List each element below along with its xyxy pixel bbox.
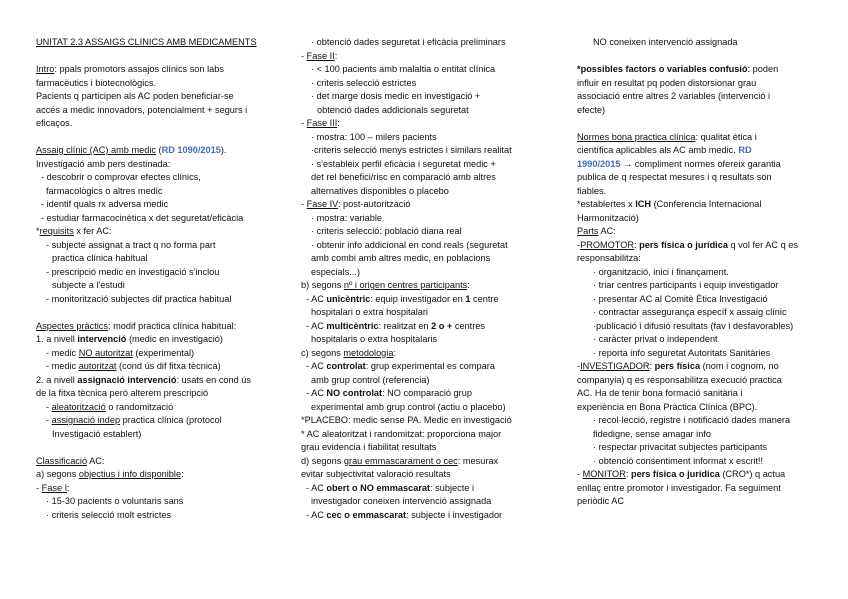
text-segment: Pacients q participen als AC poden beneficiar-se: [36, 91, 234, 101]
text-segment: experimental amb grup control (actiu o placebo): [311, 401, 506, 412]
underlined-heading: Fase II: [306, 50, 335, 61]
text-line: [577, 374, 813, 388]
text-line: [301, 293, 543, 307]
text-segment: (CRO*) q actua: [719, 469, 786, 479]
text-segment: *: [36, 226, 40, 236]
bold-term: assignació intervenció: [77, 374, 177, 385]
text-segment: - identif quals rx adversa medic: [41, 199, 169, 209]
text-line: [577, 131, 813, 145]
text-segment: :: [337, 118, 340, 128]
text-line: [301, 50, 543, 64]
text-line: [36, 509, 272, 523]
underlined-heading: Fase IV: [306, 199, 338, 209]
text-segment: eficaços.: [36, 118, 73, 128]
text-line: [36, 428, 272, 442]
text-segment: -: [46, 415, 52, 425]
text-line: [36, 320, 272, 334]
bold-term: cec o emmascarat: [326, 509, 407, 520]
column-left: [36, 36, 272, 522]
text-line: [577, 225, 813, 239]
text-segment: - prescripció medic en investigació s'inclou: [46, 266, 220, 277]
text-segment: Investigació amb pers destinada:: [36, 158, 171, 169]
text-line: [577, 468, 813, 482]
text-line: [36, 266, 272, 280]
text-line: [36, 495, 272, 509]
text-line: [301, 306, 543, 320]
legal-reference: 1990/2015: [577, 158, 621, 169]
bold-term: pers física: [654, 361, 701, 371]
text-line: [36, 347, 272, 361]
text-line: [36, 468, 272, 482]
underlined-heading: assignació indep: [51, 415, 121, 425]
text-line: [36, 360, 272, 374]
text-segment: · mostra: 100 – milers pacients: [311, 131, 437, 142]
text-segment: : ppals promotors assajos clínics son labs: [54, 64, 224, 74]
text-segment: : subjecte i investigador: [406, 509, 503, 520]
text-line: [36, 333, 272, 347]
text-line: [577, 212, 813, 226]
text-segment: · organització, inici i finançament.: [593, 266, 729, 277]
bold-term: *possibles factors o variables confusió: [577, 64, 748, 74]
text-segment: subjecte a l'estudi: [52, 280, 125, 290]
text-segment: (cond ús dif fitxa tècnica): [116, 361, 221, 371]
text-segment: :: [334, 50, 338, 61]
text-line: [36, 77, 272, 91]
text-line: [301, 441, 543, 455]
text-segment: · presentar AC al Comitè Ètica Investigació: [593, 293, 768, 304]
text-segment: · s'estableix perfil eficàcia i seguretat medic +: [311, 158, 496, 169]
text-segment: d) segons: [301, 455, 344, 466]
text-line: [36, 279, 272, 293]
text-line: [577, 455, 813, 469]
text-segment: amb grup control (referencia): [311, 374, 430, 385]
text-line: [301, 36, 543, 50]
text-segment: - estudiar farmacocinètica x det seguretat/eficàcia: [41, 212, 244, 223]
bold-term: intervenció: [77, 334, 127, 344]
text-segment: :: [649, 361, 655, 371]
underlined-heading: objectius i info disponible: [78, 469, 182, 479]
text-segment: Investigació establert): [52, 428, 142, 439]
text-segment: · criteris selecció: població diana real: [311, 226, 462, 236]
text-line: [577, 482, 813, 496]
text-line: [577, 387, 813, 401]
text-segment: · obtenció dades seguretat i eficàcia preliminars: [311, 37, 506, 47]
text-segment: 2. a nivell: [36, 374, 78, 385]
text-line: [577, 252, 813, 266]
underlined-heading: Fase III: [306, 118, 338, 128]
underlined-heading: grau emmascarament o cec: [343, 455, 458, 466]
text-segment: - AC: [306, 482, 327, 493]
text-segment: · caràcter privat o independent: [593, 334, 718, 344]
text-line: [301, 158, 543, 172]
bold-term: pers física o jurídica: [639, 239, 728, 250]
text-line: [36, 387, 272, 401]
text-line: [301, 374, 543, 388]
text-segment: (experimental): [132, 347, 195, 358]
text-segment: accés a medic innovadors, potencialment + segurs i: [36, 104, 248, 115]
text-segment: q vol fer AC q es: [727, 239, 798, 250]
text-segment: practica clínica habitual: [52, 253, 148, 263]
text-segment: : realitzat en: [378, 320, 432, 331]
text-segment: Harmonització): [577, 212, 639, 223]
text-line: [577, 401, 813, 415]
underlined-heading: nº i origen centres participants: [343, 280, 468, 290]
bold-term: 2 o +: [431, 320, 453, 331]
text-segment: farmacològics o altres medic: [46, 185, 163, 196]
text-line: [301, 347, 543, 361]
text-line: [36, 414, 272, 428]
text-segment: : equip investigador en: [370, 293, 466, 304]
text-line: [577, 266, 813, 280]
column-middle: [301, 36, 543, 522]
text-segment: :: [393, 347, 397, 358]
text-segment: : qualitat ètica i: [695, 131, 757, 142]
text-line: [301, 185, 543, 199]
underlined-heading: autoritzat: [78, 361, 117, 371]
text-line: [36, 185, 272, 199]
text-segment: : subjecte i: [430, 482, 474, 493]
text-segment: alternatives disponibles o placebo: [311, 185, 449, 196]
text-line: [301, 225, 543, 239]
blank-line: [577, 50, 813, 64]
text-segment: (Conferencia Internacional: [651, 199, 762, 209]
text-segment: amb combi amb altres medic, en poblacions: [311, 253, 491, 263]
text-segment: -: [577, 469, 583, 479]
text-segment: -: [577, 239, 581, 250]
text-line: [301, 387, 543, 401]
text-line: [577, 90, 813, 104]
text-segment: responsabilitza:: [577, 253, 641, 263]
bold-term: NO controlat: [326, 388, 383, 398]
text-segment: · reporta info seguretat Autoritats Sanitàries: [593, 347, 771, 358]
text-line: [301, 495, 543, 509]
text-line: [301, 360, 543, 374]
blank-line: [36, 131, 272, 145]
text-line: [36, 374, 272, 388]
underlined-heading: PROMOTOR: [580, 239, 634, 250]
text-segment: evitar subjectivitat valoració resultats: [301, 469, 451, 479]
text-segment: practica clínica (protocol: [120, 415, 222, 425]
text-segment: · < 100 pacients amb malaltia o entitat clínica: [311, 64, 496, 74]
text-segment: o randomització: [105, 401, 174, 412]
text-line: [301, 266, 543, 280]
bold-term: obert o NO emmascarat: [326, 482, 431, 493]
text-segment: c) segons: [301, 347, 344, 358]
text-segment: : grup experimental es compara: [365, 361, 495, 371]
bold-term: unicèntric: [326, 293, 371, 304]
text-line: [577, 279, 813, 293]
text-line: [301, 252, 543, 266]
text-segment: publica de q respectat mesures i q resultats son: [577, 172, 772, 182]
text-segment: AC:: [87, 455, 105, 466]
text-line: [36, 36, 272, 50]
text-line: [36, 144, 272, 158]
text-line: [301, 77, 543, 91]
text-segment: det rel benefici/risc en comparació amb altres: [311, 172, 496, 182]
text-segment: · obtenció consentiment informat x escrit!!: [593, 455, 764, 466]
text-segment: *PLACEBO: medic sense PA. Medic en investigació: [301, 415, 512, 425]
text-segment: influir en resultat pq poden distorsionar grau: [577, 77, 757, 88]
blank-line: [36, 50, 272, 64]
text-segment: :: [634, 239, 640, 250]
text-segment: - AC: [306, 361, 327, 371]
text-line: [301, 320, 543, 334]
blank-line: [36, 306, 272, 320]
blank-line: [36, 441, 272, 455]
text-line: [36, 482, 272, 496]
text-line: [36, 104, 272, 118]
text-line: [301, 401, 543, 415]
text-segment: - AC: [306, 320, 327, 331]
text-segment: (nom i cognom, no: [700, 361, 779, 371]
text-segment: NO coneixen intervenció assignada: [593, 37, 738, 47]
text-line: [301, 198, 543, 212]
legal-reference: RD 1090/2015: [161, 145, 221, 155]
text-segment: · 15-30 pacients o voluntaris sans: [46, 496, 184, 506]
text-line: [36, 212, 272, 226]
underlined-heading: NO autoritzat: [78, 347, 133, 358]
underlined-heading: UNITAT 2.3 ASSAIGS CLINICS AMB MEDICAMENTS: [36, 37, 257, 47]
text-line: [301, 482, 543, 496]
underlined-heading: aleatorització: [51, 401, 106, 412]
text-segment: · contractar assegurança específ x assaig clínic: [593, 307, 787, 317]
text-segment: · mostra: variable: [311, 212, 382, 223]
text-line: [301, 455, 543, 469]
text-line: [577, 347, 813, 361]
text-line: [577, 158, 813, 172]
text-segment: *establertes x: [577, 199, 636, 209]
text-segment: a) segons: [36, 469, 79, 479]
text-line: [36, 401, 272, 415]
text-segment: centres: [452, 320, 485, 331]
text-line: [301, 333, 543, 347]
text-line: [577, 428, 813, 442]
text-segment: · det marge dosis medic en investigació +: [311, 91, 481, 101]
text-line: [577, 104, 813, 118]
text-line: [301, 414, 543, 428]
text-line: [301, 63, 543, 77]
text-segment: -: [301, 50, 307, 61]
underlined-heading: Parts: [577, 226, 599, 236]
text-line: [301, 144, 543, 158]
text-segment: associació entre altres 2 variables (intervenció i: [577, 91, 771, 101]
text-line: [577, 320, 813, 334]
text-segment: - medic: [46, 361, 79, 371]
text-line: [36, 171, 272, 185]
text-line: [301, 428, 543, 442]
text-segment: científica aplicables als AC amb medic.: [577, 145, 739, 155]
text-line: [36, 293, 272, 307]
text-segment: periòdic AC: [577, 496, 624, 506]
text-segment: ·criteris selecció menys estrictes i similars realitat: [311, 145, 512, 155]
text-line: [577, 306, 813, 320]
text-line: [36, 63, 272, 77]
text-line: [577, 333, 813, 347]
text-segment: grau evidencia i fiabilitat resultats: [301, 442, 437, 452]
text-segment: :: [625, 469, 631, 479]
text-line: [577, 171, 813, 185]
text-line: [301, 171, 543, 185]
text-segment: : post-autorització: [337, 199, 411, 209]
text-segment: b) segons: [301, 280, 344, 290]
text-line: [36, 455, 272, 469]
text-line: [577, 144, 813, 158]
text-segment: · recol·lecció, registre i notificació dades manera: [593, 415, 791, 425]
text-segment: obtenció dades addicionals seguretat: [317, 104, 469, 115]
text-line: [301, 509, 543, 523]
underlined-heading: Classificació: [36, 455, 88, 466]
underlined-heading: Aspectes pràctics: [36, 320, 108, 331]
text-segment: ).: [220, 145, 227, 155]
text-segment: (: [155, 145, 162, 155]
text-segment: · respectar privacitat subjectes participants: [593, 442, 768, 452]
underlined-heading: metodologia: [343, 347, 394, 358]
text-segment: AC:: [598, 226, 616, 236]
text-segment: - AC: [306, 388, 327, 398]
text-segment: - medic: [46, 347, 79, 358]
text-line: [301, 104, 543, 118]
text-segment: 1. a nivell: [36, 334, 78, 344]
text-segment: hospitalari o extra hospitalari: [311, 307, 428, 317]
underlined-heading: INVESTIGADOR: [580, 361, 650, 371]
text-segment: : NO comparació grup: [382, 388, 472, 398]
bold-term: pers física o jurídica: [630, 469, 720, 479]
text-line: [36, 158, 272, 172]
text-segment: : mesurax: [457, 455, 499, 466]
underlined-heading: Normes bona practica clínica: [577, 131, 696, 142]
text-segment: -: [301, 118, 307, 128]
text-segment: - subjecte assignat a tract q no forma part: [46, 239, 216, 250]
text-segment: → compliment normes ofereix garantia: [620, 158, 781, 169]
text-line: [301, 212, 543, 226]
text-line: [577, 414, 813, 428]
bold-term: multicèntric: [326, 320, 379, 331]
text-line: [36, 90, 272, 104]
text-line: [577, 77, 813, 91]
text-segment: -: [577, 361, 581, 371]
text-line: [577, 198, 813, 212]
text-line: [36, 117, 272, 131]
text-segment: fidedigne, sense amagar info: [593, 428, 711, 439]
text-segment: efecte): [577, 104, 606, 115]
underlined-heading: Intro: [36, 64, 55, 74]
text-line: [577, 360, 813, 374]
legal-reference: RD: [738, 145, 752, 155]
text-segment: - descobrir o comprovar efectes clínics,: [41, 172, 201, 182]
text-line: [301, 117, 543, 131]
text-segment: :: [67, 482, 70, 493]
bold-term: ICH: [635, 199, 652, 209]
text-line: [577, 441, 813, 455]
text-line: [577, 495, 813, 509]
text-segment: : modif practica clínica habitual:: [108, 320, 237, 331]
text-line: [301, 239, 543, 253]
text-line: [36, 225, 272, 239]
text-segment: ·publicació i difusió resultats (fav i desfavorables): [593, 320, 794, 331]
text-line: [36, 252, 272, 266]
text-segment: - AC: [306, 293, 327, 304]
text-line: [301, 131, 543, 145]
text-line: [577, 36, 813, 50]
text-segment: experiència en Bona Pràctica Clínica (BPC).: [577, 401, 758, 412]
text-segment: farmacèutics i biotecnològics.: [36, 77, 157, 88]
text-segment: hospitalaris o extra hospitalaris: [311, 334, 438, 344]
text-segment: centre: [470, 293, 499, 304]
text-segment: · triar centres participants i equip investigador: [593, 280, 779, 290]
text-line: [36, 198, 272, 212]
text-segment: x fer AC:: [73, 226, 112, 236]
text-segment: (medic en investigació): [126, 334, 223, 344]
text-line: [577, 63, 813, 77]
bold-term: 1: [465, 293, 471, 304]
text-segment: enllaç entre promotor i investigador. Fa seguiment: [577, 482, 781, 493]
text-segment: -: [46, 401, 52, 412]
text-segment: de la fitxa tècnica però alterem prescripció: [36, 388, 209, 398]
text-segment: : poden: [747, 64, 779, 74]
text-segment: -: [301, 199, 307, 209]
text-segment: fiables.: [577, 185, 607, 196]
underlined-heading: MONITOR: [582, 469, 626, 479]
text-segment: · criteris selecció molt estrictes: [46, 509, 172, 520]
bold-term: controlat: [326, 361, 366, 371]
underlined-heading: Assaig clínic (AC) amb medic: [36, 145, 156, 155]
text-line: [301, 468, 543, 482]
text-line: [577, 185, 813, 199]
text-line: [301, 279, 543, 293]
text-segment: · obtenir info addicional en cond reals (seguretat: [311, 239, 508, 250]
text-segment: · criteris selecció estrictes: [311, 77, 417, 88]
text-line: [577, 293, 813, 307]
text-segment: * AC aleatoritzat i randomitzat: proporciona major: [301, 428, 502, 439]
column-right: [577, 36, 813, 509]
text-segment: AC. Ha de tenir bona formació sanitària i: [577, 388, 743, 398]
text-segment: -: [36, 482, 42, 493]
text-segment: investigador coneixen intervenció assignada: [311, 496, 492, 506]
text-line: [301, 90, 543, 104]
text-line: [577, 239, 813, 253]
text-segment: - AC: [306, 509, 327, 520]
text-segment: : usats en cond ús: [176, 374, 252, 385]
text-line: [36, 239, 272, 253]
text-segment: :: [181, 469, 184, 479]
text-segment: :: [467, 280, 470, 290]
text-segment: especials...): [311, 266, 361, 277]
underlined-heading: requisits: [39, 226, 74, 236]
text-segment: - monitorització subjectes dif practica habitual: [46, 293, 232, 304]
underlined-heading: Fase I: [41, 482, 68, 493]
text-segment: companyia) q es responsabilitza execució practica: [577, 374, 782, 385]
blank-line: [577, 117, 813, 131]
